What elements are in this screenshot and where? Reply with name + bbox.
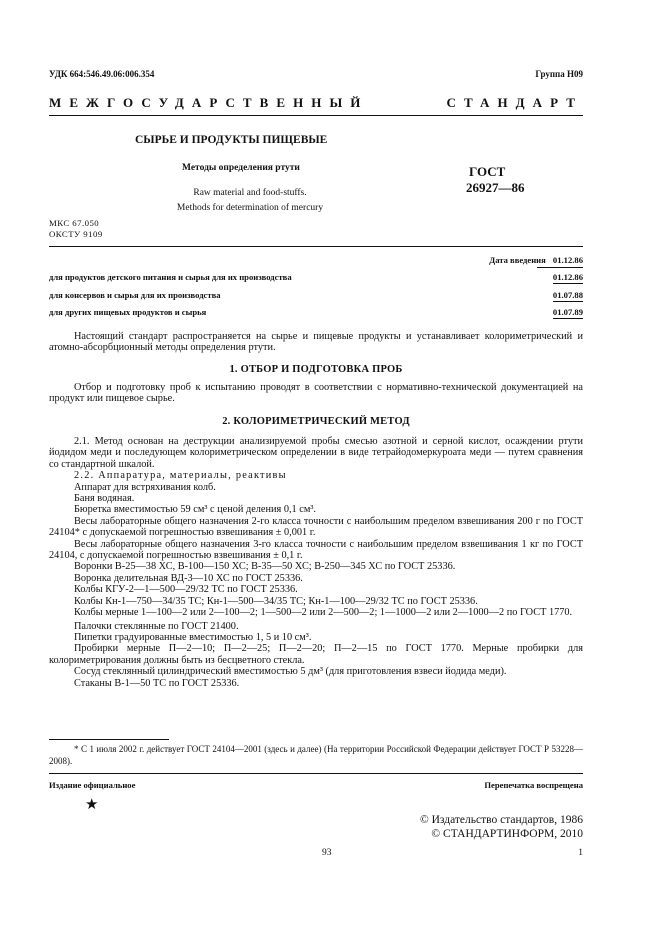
paragraph-2-2-heading: 2.2. Аппаратура, материалы, реактивы: [74, 470, 287, 482]
equipment-item: Воронки В-25—38 ХС, В-100—150 ХС; В-35—50 ХС; В-250—345 ХС по ГОСТ 25336.: [74, 561, 456, 573]
gost-label: ГОСТ: [469, 164, 506, 179]
intro-date-value: 01.12.86: [552, 255, 583, 265]
equipment-item: Пробирки мерные П—2—10; П—2—25; П—2—20; П—2—15 по ГОСТ 1770. Мерные пробирки для колориметрирования должны быть из бесцветного стекла.: [49, 643, 583, 666]
equipment-item: Сосуд стеклянный цилиндрический вместимостью 5 дм³ (для приготовления взвеси йодида меди).: [74, 666, 507, 678]
gost-number: 26927—86: [466, 180, 525, 195]
equipment-item: Аппарат для встряхивания колб.: [74, 481, 216, 493]
udk-code: УДК 664:546.49.06:006.354: [49, 69, 155, 79]
codes-rule: [49, 246, 583, 247]
equipment-item: Весы лабораторные общего назначения 3-го класса точности с наибольшим пределом взвешивания 1 кг по ГОСТ 24104, с допускаемой погрешностью взвешивания ± 0,1 г.: [49, 538, 583, 562]
equipment-item: Колбы Кн-1—750—34/35 ТС; Кн-1—500—34/35 ТС; Кн-1—100—29/32 ТС по ГОСТ 25336.: [74, 595, 478, 607]
date-row-value: 01.12.86: [552, 272, 583, 282]
intro-paragraph: Настоящий стандарт распространяется на сырье и пищевые продукты и устанавливает колориметрический и атомно-абсорбционный методы определения ртути.: [49, 331, 583, 354]
section-2-heading: 2. КОЛОРИМЕТРИЧЕСКИЙ МЕТОД: [222, 416, 410, 427]
section-1-text: Отбор и подготовку проб к испытанию проводят в соответствии с нормативно-технической документацией на продукт или пищевое сырье.: [49, 382, 583, 405]
intro-date-label: Дата введения: [489, 255, 546, 265]
header-rule: [49, 115, 583, 116]
document-subtitle: Методы определения ртути: [182, 163, 300, 173]
okstu-code: ОКСТУ 9109: [49, 229, 103, 239]
equipment-item: Стаканы В-1—50 ТС по ГОСТ 25336.: [74, 677, 240, 689]
section-1-heading: 1. ОТБОР И ПОДГОТОВКА ПРОБ: [229, 364, 403, 375]
date-row-label: для консервов и сырья для их производства: [49, 290, 221, 300]
intro-date-rule: [537, 267, 583, 268]
english-title-line-1: Raw material and food-stuffs.: [193, 188, 307, 198]
official-edition: Издание официальное: [49, 780, 136, 790]
footnote-rule: [49, 739, 169, 740]
classification-codes: [49, 218, 103, 240]
copyright-line-2: © СТАНДАРТИНФОРМ, 2010: [431, 828, 583, 840]
english-title-line-2: Methods for determination of mercury: [176, 203, 324, 213]
paragraph-2-1: 2.1. Метод основан на деструкции анализируемой пробы смесью азотной и серной кислот, осаждении ртути йодидом меди и последующем колориметрическом определении в виде тетрайодомеркуроата меди — путем сравнения со стандартной шкалой.: [49, 436, 583, 470]
copyright-line-1: © Издательство стандартов, 1986: [419, 814, 583, 826]
equipment-item: Колбы мерные 1—100—2 или 2—100—2; 1—500—2 или 2—500—2; 1—1000—2 или 2—1000—2 по ГОСТ 1770.: [74, 607, 573, 619]
equipment-item: Весы лабораторные общего назначения 2-го класса точности с наибольшим пределом взвешивания 200 г по ГОСТ 24104* с допускаемой погрешностью взвешивания ± 0,001 г.: [49, 515, 583, 539]
footnote: * С 1 июля 2002 г. действует ГОСТ 24104—2001 (здесь и далее) (На территории Российской Федерации действует ГОСТ Р 53228—2008).: [49, 744, 583, 766]
star-icon: ★: [85, 797, 99, 813]
copyright-block: [420, 813, 583, 841]
date-row-label: для продуктов детского питания и сырья для их производства: [49, 272, 292, 282]
section-2-body: [49, 436, 583, 689]
equipment-item: Палочки стеклянные по ГОСТ 21400.: [74, 620, 239, 632]
reprint-prohibited: Перепечатка воспрещена: [484, 780, 583, 790]
page-number-center: 93: [322, 848, 332, 858]
equipment-item: Баня водяная.: [74, 493, 135, 505]
date-row-value: 01.07.88: [552, 290, 583, 300]
equipment-item: Колбы КГУ-2—1—500—29/32 ТС по ГОСТ 25336.: [74, 584, 298, 596]
footer-rule: [49, 773, 583, 774]
date-row-label: для других пищевых продуктов и сырья: [49, 307, 207, 317]
equipment-item: Воронка делительная ВД-3—10 ХС по ГОСТ 25336.: [74, 572, 303, 584]
intro-date: [489, 255, 583, 265]
date-row-value: 01.07.89: [552, 307, 583, 317]
interstate-standard-banner: МЕЖГОСУДАРСТВЕННЫЙ СТАНДАРТ: [49, 95, 583, 110]
equipment-item: Пипетки градуированные вместимостью 1, 5 и 10 см³.: [74, 631, 312, 643]
group-code: Группа Н09: [535, 69, 583, 79]
mks-code: МКС 67.050: [49, 218, 100, 228]
equipment-item: Бюретка вместимостью 59 см³ с ценой деления 0,1 см³.: [74, 504, 317, 516]
english-title: [160, 186, 340, 216]
document-title: СЫРЬЕ И ПРОДУКТЫ ПИЩЕВЫЕ: [135, 134, 328, 146]
page-number-right: 1: [578, 848, 583, 858]
gost-designation: [466, 164, 525, 196]
